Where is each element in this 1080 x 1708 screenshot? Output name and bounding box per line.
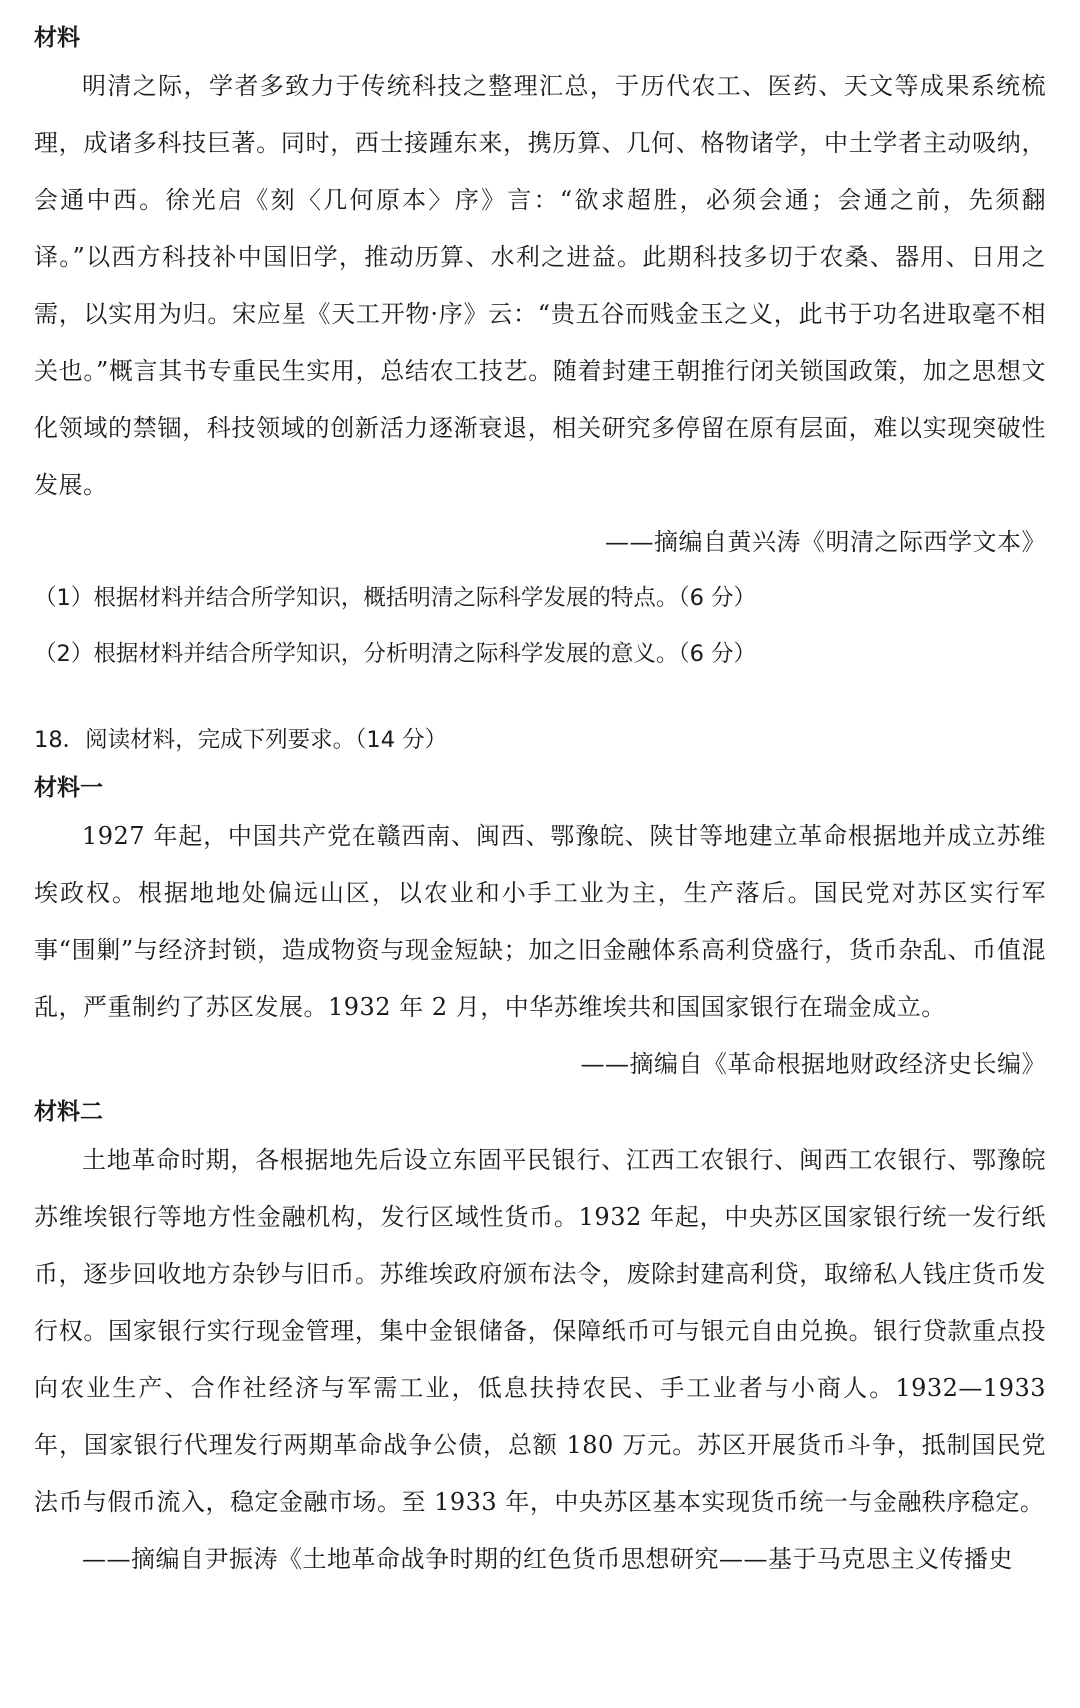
material-2-source: ——摘编自尹振涛《土地革命战争时期的红色货币思想研究——基于马克思主义传播史	[82, 1545, 1013, 1573]
material-source: ——摘编自黄兴涛《明清之际西学文本》	[605, 528, 1046, 556]
material-2-heading: 材料二	[34, 1099, 103, 1125]
sub-question-2: （2）根据材料并结合所学知识，分析明清之际科学发展的意义。（6 分）	[34, 641, 757, 667]
question-18	[34, 712, 1046, 1587]
question-18-title: 18．阅读材料，完成下列要求。（14 分）	[34, 727, 448, 753]
material-heading: 材料	[34, 25, 80, 51]
material-1-source: ——摘编自《革命根据地财政经济史长编》	[580, 1050, 1046, 1078]
material-paragraph: 明清之际，学者多致力于传统科技之整理汇总，于历代农工、医药、天文等成果系统梳理，成诸多科技巨著。同时，西士接踵东来，携历算、几何、格物诸学，中土学者主动吸纳，会通中西。徐光启《刻〈几何原本〉序》言：“欲求超胜，必须会通；会通之前，先须翻译。”以西方科技补中国旧学，推动历算、水利之进益。此期科技多切于农桑、器用、日用之需，以实用为归。宋应星《天工开物·序》云：“贵五谷而贱金玉之义，此书于功名进取毫不相关也。”概言其书专重民生实用，总结农工技艺。随着封建王朝推行闭关锁国政策，加之思想文化领域的禁锢，科技领域的创新活力逐渐衰退，相关研究多停留在原有层面，难以实现突破性发展。	[34, 72, 1046, 499]
material-section	[34, 18, 1046, 682]
material-1-paragraph: 1927 年起，中国共产党在赣西南、闽西、鄂豫皖、陕甘等地建立革命根据地并成立苏维埃政权。根据地地处偏远山区，以农业和小手工业为主，生产落后。国民党对苏区实行军事“围剿”与经济封锁，造成物资与现金短缺；加之旧金融体系高利贷盛行，货币杂乱、币值混乱，严重制约了苏区发展。1932 年 2 月，中华苏维埃共和国国家银行在瑞金成立。	[34, 822, 1046, 1021]
sub-question-1: （1）根据材料并结合所学知识，概括明清之际科学发展的特点。（6 分）	[34, 585, 757, 611]
material-1-heading: 材料一	[34, 775, 103, 801]
material-2-paragraph: 土地革命时期，各根据地先后设立东固平民银行、江西工农银行、闽西工农银行、鄂豫皖苏维埃银行等地方性金融机构，发行区域性货币。1932 年起，中央苏区国家银行统一发行纸币，逐步回收地方杂钞与旧币。苏维埃政府颁布法令，废除封建高利贷，取缔私人钱庄货币发行权。国家银行实行现金管理，集中金银储备，保障纸币可与银元自由兑换。银行贷款重点投向农业生产、合作社经济与军需工业，低息扶持农民、手工业者与小商人。1932—1933 年，国家银行代理发行两期革命战争公债，总额 180 万元。苏区开展货币斗争，抵制国民党法币与假币流入，稳定金融市场。至 1933 年，中央苏区基本实现货币统一与金融秩序稳定。	[34, 1146, 1046, 1516]
